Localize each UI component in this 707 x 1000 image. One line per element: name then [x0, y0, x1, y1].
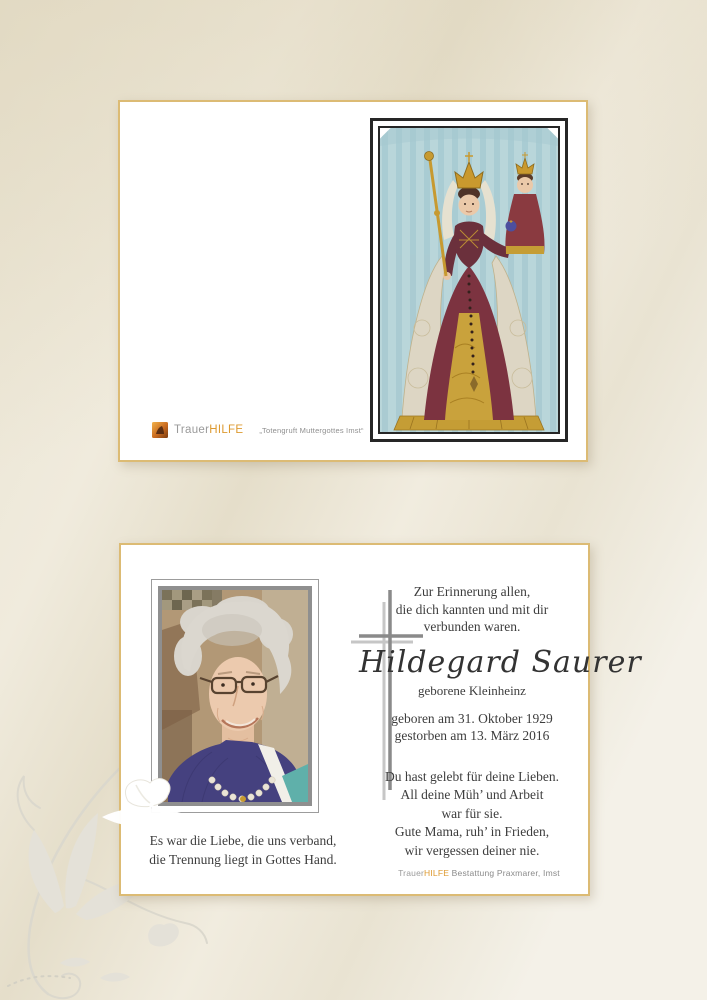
- verse-line: All deine Müh’ und Arbeit: [400, 787, 544, 802]
- intro-line: verbunden waren.: [423, 619, 521, 634]
- intro-line: Zur Erinnerung allen,: [413, 584, 531, 599]
- verse-line: Gute Mama, ruh’ in Frieden,: [394, 824, 550, 839]
- madonna-with-child-statue-photo: [380, 128, 558, 432]
- caption-line: Es war die Liebe, die uns verband,: [149, 833, 337, 848]
- verse-line: war für sie.: [441, 805, 503, 821]
- death-date: gestorben am 13. März 2016: [394, 728, 550, 743]
- maiden-name: geborene Kleinheinz: [418, 682, 526, 698]
- deceased-name: Hildegard Saurer: [359, 644, 642, 680]
- verse-line: wir vergessen deiner nie.: [404, 842, 540, 858]
- trauerhilfe-logo: [152, 422, 364, 438]
- front-card: [118, 100, 588, 462]
- brand-name-part2: HILFE: [209, 424, 244, 436]
- intro-line: die dich kannten und mit dir: [395, 601, 549, 617]
- footer-brand-part2: HILFE: [424, 868, 450, 878]
- white-flower-ornament: [100, 775, 210, 837]
- memorial-card: [119, 543, 642, 896]
- trauerhilfe-logo-icon: [152, 422, 168, 438]
- brand-name-part1: Trauer: [174, 424, 210, 436]
- card-footer: [359, 868, 599, 878]
- deceased-portrait-photo: [162, 590, 308, 802]
- statue-photo-frame: [370, 118, 568, 442]
- birth-date: geboren am 31. Oktober 1929: [391, 710, 553, 726]
- footer-brand-part1: Trauer: [398, 868, 425, 878]
- memorial-verse: [359, 768, 585, 861]
- memorial-text-column: [359, 583, 642, 860]
- verse-line: Du hast gelebt für deine Lieben.: [385, 768, 559, 784]
- caption-line: die Trennung liegt in Gottes Hand.: [149, 852, 337, 867]
- brand-name: [174, 424, 243, 436]
- life-dates: [359, 710, 585, 745]
- brand-tagline: „Totengruft Muttergottes Imst“: [259, 425, 364, 435]
- footer-text: Bestattung Praxmarer, Imst: [449, 868, 560, 878]
